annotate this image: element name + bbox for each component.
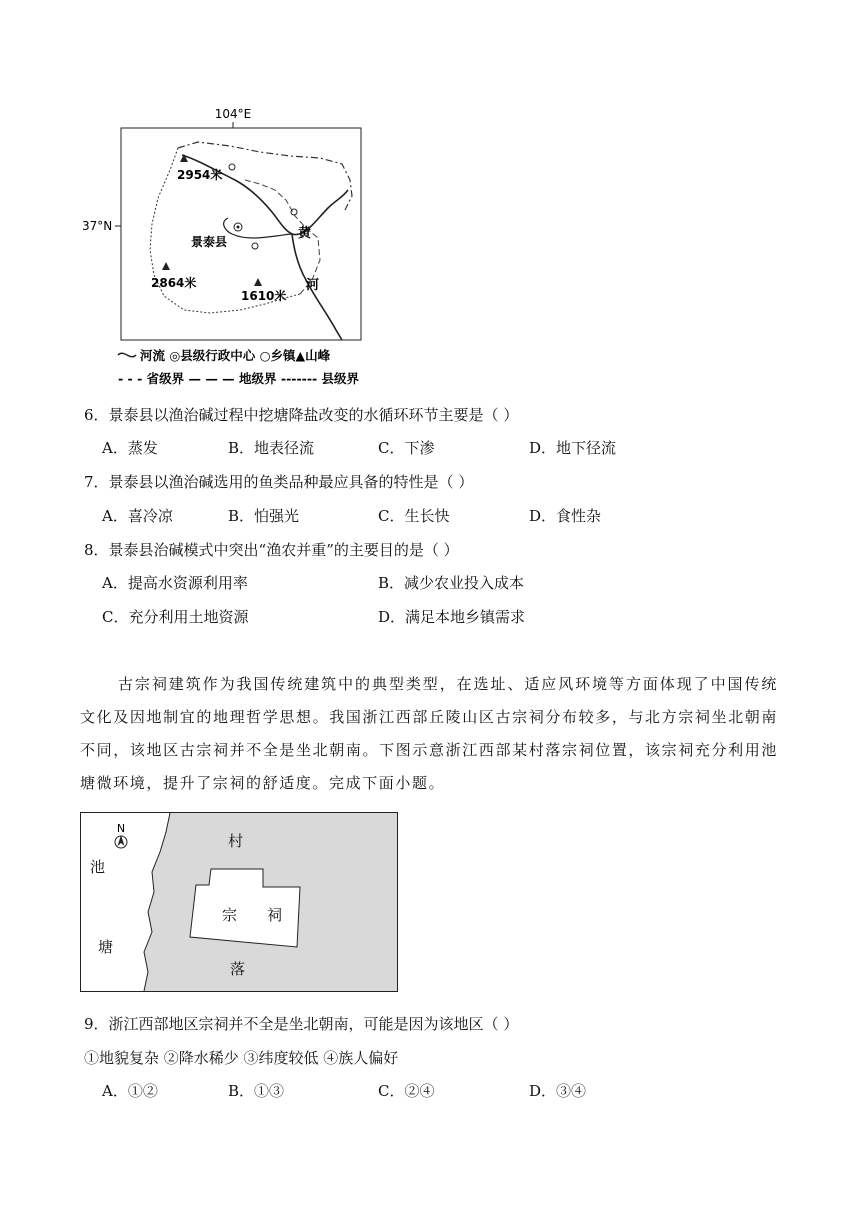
q9-option-b[interactable]: B．①③ — [228, 1082, 285, 1100]
peak-icon — [162, 262, 170, 270]
q6-option-b[interactable]: B．地表径流 — [228, 439, 315, 457]
q9-option-a[interactable]: A．①② — [102, 1082, 158, 1100]
peak-label-c: 1610米 — [241, 289, 287, 303]
ancestral-temple-map — [80, 812, 398, 992]
q7-option-b[interactable]: B．怕强光 — [228, 507, 300, 525]
temple-label-2: 祠 — [267, 906, 283, 924]
q8-option-b[interactable]: B．减少农业投入成本 — [378, 574, 525, 592]
q8-option-a[interactable]: A．提高水资源利用率 — [102, 574, 248, 592]
pond-label-1: 池 — [90, 858, 106, 876]
lat-label: 37°N — [82, 219, 113, 233]
q6-option-c[interactable]: C．下渗 — [378, 439, 435, 457]
lon-label: 104°E — [214, 107, 252, 121]
river-label-2: 河 — [306, 278, 320, 293]
temple-label-1: 宗 — [222, 906, 238, 924]
county-label: 景泰县 — [191, 235, 228, 249]
jingtai-map — [80, 100, 380, 395]
legend-row-1: 河流 ◎县级行政中心 ○乡镇▲山峰 — [140, 348, 331, 363]
q7-option-a[interactable]: A．喜冷凉 — [102, 507, 173, 525]
question-9-stem: 9．浙江西部地区宗祠并不全是坐北朝南，可能是因为该地区（ ） — [84, 1015, 519, 1033]
north-label: N — [116, 822, 126, 835]
town-icon — [252, 243, 258, 249]
peak-label-a: 2954米 — [177, 168, 223, 182]
town-icon — [291, 209, 297, 215]
q7-option-d[interactable]: D．食性杂 — [529, 507, 602, 525]
question-6-stem: 6．景泰县以渔治碱过程中挖塘降盐改变的水循环环节主要是（ ） — [84, 406, 519, 424]
question-7-stem: 7．景泰县以渔治碱选用的鱼类品种最应具备的特性是（ ） — [84, 473, 474, 491]
q9-option-c[interactable]: C．②④ — [378, 1082, 435, 1100]
q6-option-d[interactable]: D．地下径流 — [529, 439, 617, 457]
peak-icon — [254, 278, 262, 286]
county-seat-dot — [237, 226, 240, 229]
jingtai-map-svg — [80, 100, 380, 395]
legend-row-2: - - - 省级界 — — — 地级界 ------- 县级界 — [118, 371, 360, 386]
legend-river-icon — [118, 353, 136, 356]
q6-option-a[interactable]: A．蒸发 — [102, 439, 158, 457]
q9-option-d[interactable]: D．③④ — [529, 1082, 587, 1100]
village-label-2: 落 — [230, 960, 246, 978]
q7-option-c[interactable]: C．生长快 — [378, 507, 450, 525]
peak-icon — [180, 154, 188, 162]
map-frame — [121, 128, 361, 340]
village-label-1: 村 — [228, 832, 244, 850]
passage-text: 古宗祠建筑作为我国传统建筑中的典型类型，在选址、适应风环境等方面体现了中国传统文化及因地制宜的地理哲学思想。我国浙江西部丘陵山区古宗祠分布较多，与北方宗祠坐北朝南不同，该地区古宗祠并不全是坐北朝南。下图示意浙江西部某村落宗祠位置，该宗祠充分利用池塘微环境，提升了宗祠的舒适度。完成下面小题。 — [80, 675, 778, 792]
pond-label-2: 塘 — [98, 938, 114, 956]
q8-option-d[interactable]: D．满足本地乡镇需求 — [378, 608, 526, 626]
river-label-1: 黄 — [298, 226, 312, 241]
question-8-stem: 8．景泰县治碱模式中突出“渔农并重”的主要目的是（ ） — [84, 541, 459, 559]
town-icon — [229, 164, 235, 170]
question-9-choices: ①地貌复杂 ②降水稀少 ③纬度较低 ④族人偏好 — [84, 1049, 399, 1067]
q8-option-c[interactable]: C．充分利用土地资源 — [102, 608, 249, 626]
peak-label-b: 2864米 — [151, 276, 197, 290]
river-upper — [182, 155, 348, 235]
